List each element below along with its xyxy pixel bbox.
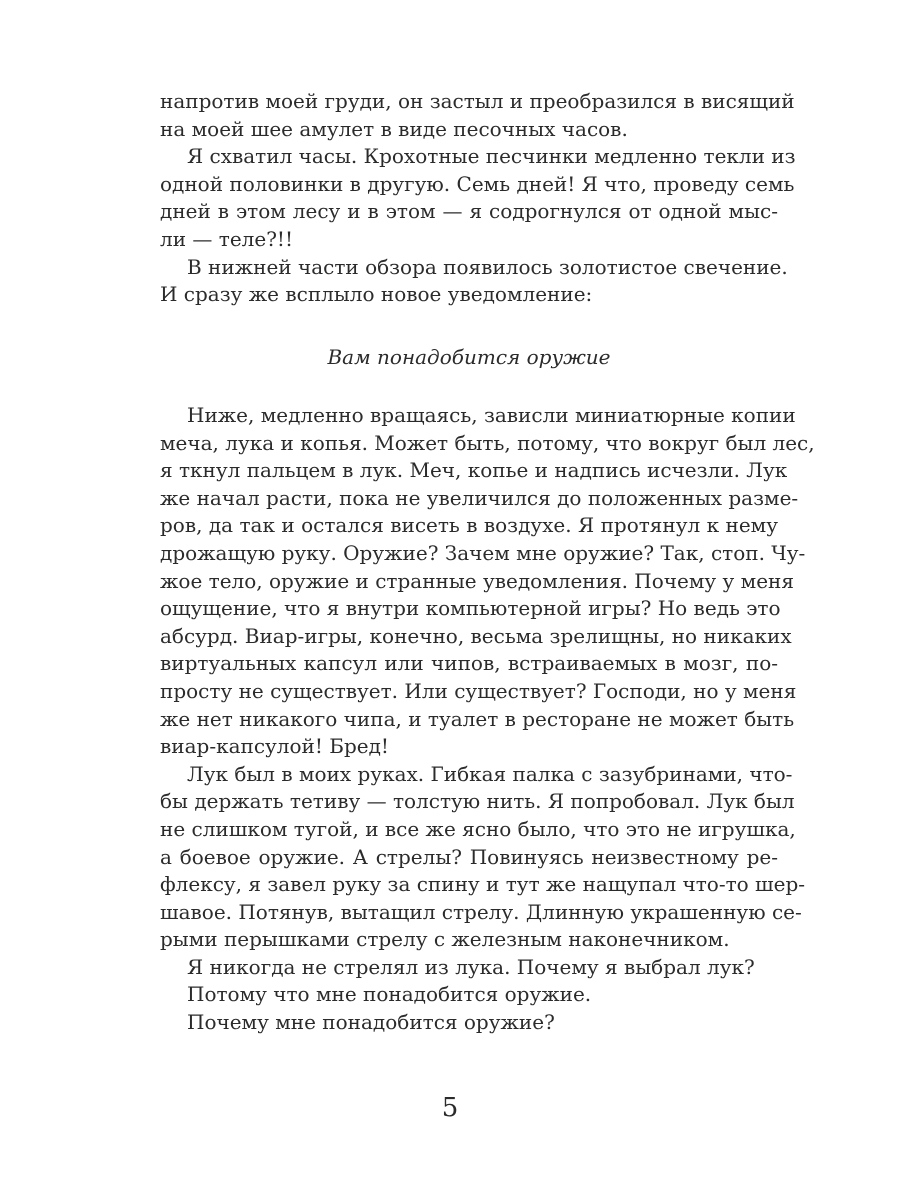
- paragraph-block-main: [160, 402, 815, 1037]
- text-line: просту не существует. Или существует? Господи, но у меня: [160, 678, 797, 703]
- paragraph-block-top: [160, 88, 796, 309]
- page-number: 5: [441, 1093, 459, 1123]
- text-line: меча, лука и копья. Может быть, потому, что вокруг был лес,: [160, 430, 815, 455]
- text-line: флексу, я завел руку за спину и тут же нащупал что-то шер-: [160, 872, 806, 897]
- text-line: ров, да так и остался висеть в воздухе. Я протянул к нему: [160, 513, 778, 538]
- text-line: ощущение, что я внутри компьютерной игры? Но ведь это: [160, 596, 781, 621]
- text-line: виар-капсулой! Бред!: [160, 734, 389, 759]
- text-line: я ткнул пальцем в лук. Меч, копье и надпись исчезли. Лук: [160, 458, 788, 483]
- text-line: Почему мне понадобится оружие?: [187, 1010, 555, 1035]
- text-line: шавое. Потянув, вытащил стрелу. Длинную украшенную се-: [160, 899, 802, 924]
- text-line: ли — теле?!!: [160, 226, 293, 251]
- text-line: жое тело, оружие и странные уведомления. Почему у меня: [160, 568, 794, 593]
- text-line: Лук был в моих руках. Гибкая палка с зазубринами, что-: [187, 761, 793, 786]
- text-line: рыми перышками стрелу с железным наконечником.: [160, 927, 730, 952]
- text-line: Я никогда не стрелял из лука. Почему я выбрал лук?: [187, 954, 755, 979]
- text-line: бы держать тетиву — толстую нить. Я попробовал. Лук был: [160, 789, 795, 814]
- text-line: дрожащую руку. Оружие? Зачем мне оружие? Так, стоп. Чу-: [160, 540, 806, 565]
- text-line: виртуальных капсул или чипов, встраиваемых в мозг, по-: [160, 651, 778, 676]
- text-line: одной половинки в другую. Семь дней! Я что, проведу семь: [160, 171, 795, 196]
- text-line: дней в этом лесу и в этом — я содрогнулся от одной мыс-: [160, 199, 778, 224]
- text-line: же нет никакого чипа, и туалет в ресторане не может быть: [160, 706, 795, 731]
- text-line: же начал расти, пока не увеличился до положенных разме-: [160, 485, 799, 510]
- text-line: И сразу же всплыло новое уведомление:: [160, 282, 593, 307]
- text-line: не слишком тугой, и все же ясно было, что это не игрушка,: [160, 816, 796, 841]
- text-line: напротив моей груди, он застыл и преобразился в висящий: [160, 89, 795, 113]
- text-line: на моей шее амулет в виде песочных часов.: [160, 116, 628, 141]
- text-line: Потому что мне понадобится оружие.: [187, 982, 592, 1007]
- text-line: Я схватил часы. Крохотные песчинки медленно текли из: [187, 144, 796, 169]
- text-line: абсурд. Виар-игры, конечно, весьма зрелищны, но никаких: [160, 623, 792, 648]
- text-line: Ниже, медленно вращаясь, зависли миниатюрные копии: [187, 403, 796, 427]
- text-line: В нижней части обзора появилось золотистое свечение.: [187, 254, 788, 279]
- text-line: а боевое оружие. А стрелы? Повинуясь неизвестному ре-: [160, 844, 778, 869]
- notification-heading: Вам понадобится оружие: [327, 345, 611, 369]
